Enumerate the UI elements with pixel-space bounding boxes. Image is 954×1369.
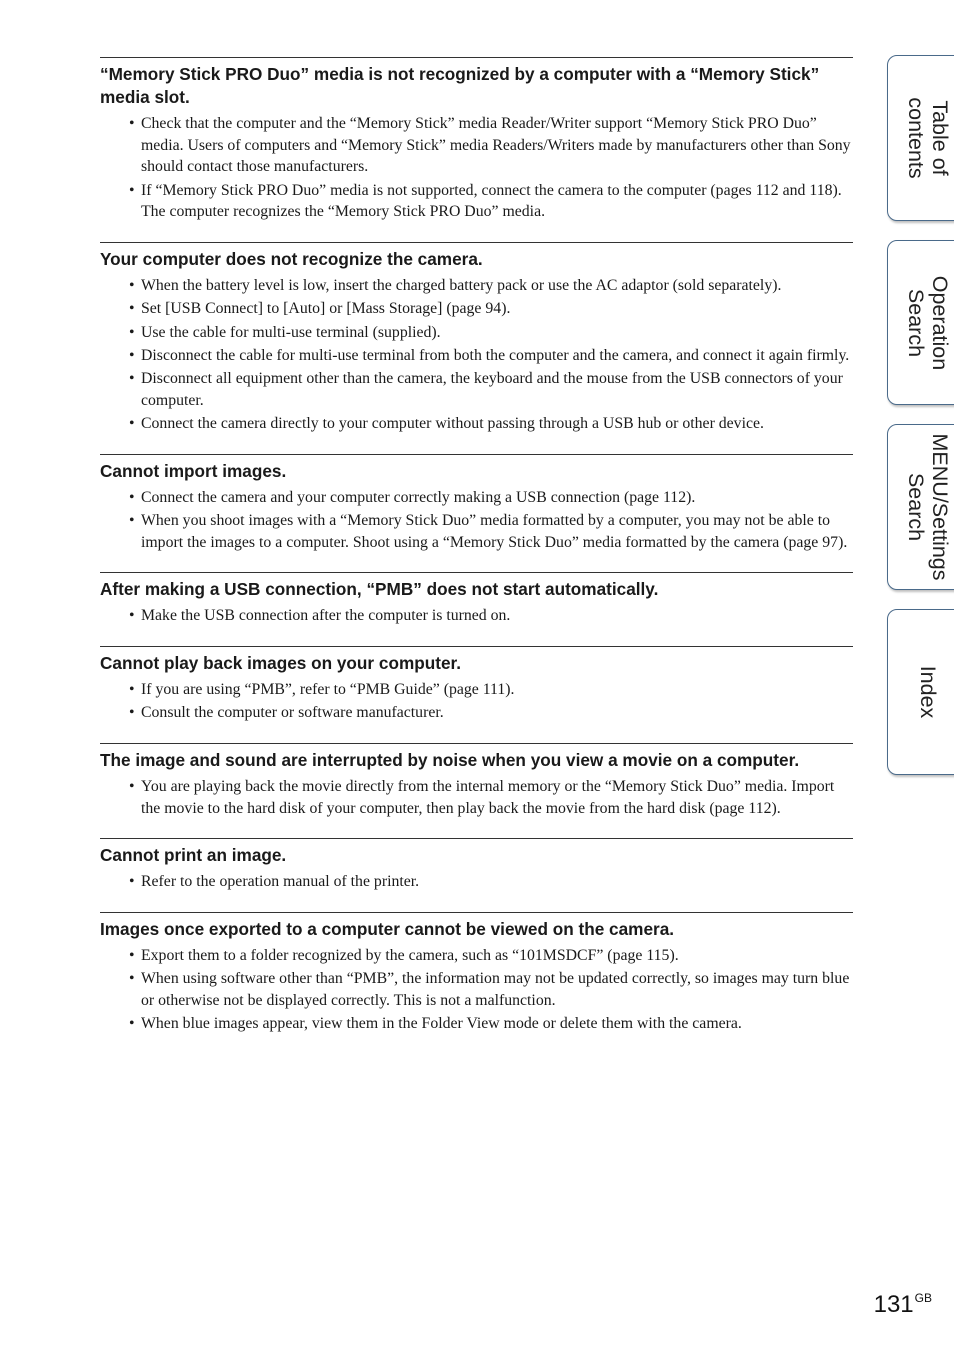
tab-operation-search[interactable] [887, 240, 954, 405]
tab-label-line: Search [904, 472, 928, 542]
faq-section [100, 454, 853, 554]
bullet-list [100, 776, 853, 819]
faq-section [100, 57, 853, 223]
bullet-item: • When using software other than “PMB”, the information may not be updated correctly, so images may turn blue or otherwise not be displayed correctly. This is not a malfunction. [100, 968, 853, 1011]
faq-section [100, 242, 853, 435]
bullet-list [100, 871, 853, 893]
tab-label-line: Operation [928, 275, 952, 370]
bullet-item: • If “Memory Stick PRO Duo” media is not supported, connect the camera to the computer (pages 112 and 118). The computer recognizes the “Memory Stick PRO Duo” media. [100, 180, 853, 223]
tab-label-line: contents [904, 97, 928, 179]
tab-label-line: Search [904, 288, 928, 357]
section-heading: Cannot print an image. [100, 845, 287, 866]
bullet-item: • Connect the camera and your computer correctly making a USB connection (page 112). [100, 487, 853, 509]
tab-index[interactable] [887, 609, 954, 775]
bullet-item: • Use the cable for multi-use terminal (supplied). [100, 322, 853, 344]
tab-index-label [916, 666, 940, 719]
bullet-item: • When the battery level is low, insert the charged battery pack or use the AC adaptor (sold separately). [100, 275, 853, 297]
tab-table-of-contents[interactable] [887, 55, 954, 221]
bullet-list [100, 679, 853, 724]
tab-menu-settings-search-label [904, 434, 952, 581]
bullet-item: • Disconnect the cable for multi-use terminal from both the computer and the camera, and connect it again firmly. [100, 345, 853, 367]
bullet-list [100, 275, 853, 435]
tab-label-line: Table of [928, 100, 952, 176]
tab-menu-settings-search[interactable] [887, 424, 954, 590]
section-heading: Cannot import images. [100, 460, 287, 481]
tab-operation-search-label [904, 275, 952, 369]
tab-label-line: MENU/Settings [928, 433, 952, 581]
tab-label-line: Index [916, 665, 940, 719]
bullet-list [100, 487, 853, 554]
troubleshooting-sections [100, 57, 853, 1035]
bullet-item: • Export them to a folder recognized by the camera, such as “101MSDCF” (page 115). [100, 945, 853, 967]
faq-section [100, 912, 853, 1035]
bullet-item: • Connect the camera directly to your computer without passing through a USB hub or other device. [100, 413, 853, 435]
bullet-item: • Refer to the operation manual of the printer. [100, 871, 853, 893]
faq-section [100, 838, 853, 893]
bullet-list [100, 605, 853, 627]
faq-section [100, 646, 853, 724]
faq-section [100, 572, 853, 627]
page-number-value: 131 [873, 1291, 914, 1318]
bullet-item: • If you are using “PMB”, refer to “PMB Guide” (page 111). [100, 679, 853, 701]
faq-section [100, 743, 853, 819]
bullet-item: • Consult the computer or software manufacturer. [100, 702, 853, 724]
section-heading: Images once exported to a computer cannot be viewed on the camera. [100, 918, 675, 939]
section-heading: Cannot play back images on your computer. [100, 653, 462, 674]
page-number-suffix: GB [914, 1291, 932, 1305]
section-heading: After making a USB connection, “PMB” does not start automatically. [100, 579, 659, 600]
tab-table-of-contents-label [904, 97, 952, 178]
section-heading: Your computer does not recognize the camera. [100, 248, 483, 269]
page-content [100, 57, 853, 1037]
bullet-item: • When blue images appear, view them in the Folder View mode or delete them with the camera. [100, 1013, 853, 1035]
section-heading: “Memory Stick PRO Duo” media is not recognized by a computer with a “Memory Stick” media slot. [100, 64, 820, 107]
page-number [874, 1291, 932, 1319]
bullet-item: • Set [USB Connect] to [Auto] or [Mass Storage] (page 94). [100, 298, 853, 320]
bullet-item: • Check that the computer and the “Memory Stick” media Reader/Writer support “Memory Stick PRO Duo” media. Users of computers and “Memory Stick” media Readers/Writers made by manufacturers other than Sony should contact those manufacturers. [100, 113, 853, 178]
section-heading: The image and sound are interrupted by noise when you view a movie on a computer. [100, 750, 800, 771]
bullet-item: • Disconnect all equipment other than the camera, the keyboard and the mouse from the USB connectors of your computer. [100, 368, 853, 411]
bullet-list [100, 945, 853, 1035]
bullet-item: • You are playing back the movie directly from the internal memory or the “Memory Stick Duo” media. Import the movie to the hard disk of your computer, then play back the movie from the hard disk (page 112). [100, 776, 853, 819]
bullet-list [100, 113, 853, 223]
bullet-item: • Make the USB connection after the computer is turned on. [100, 605, 853, 627]
bullet-item: • When you shoot images with a “Memory Stick Duo” media formatted by a computer, you may not be able to import the images to a computer. Shoot using a “Memory Stick Duo” media formatted by the camera (page 97). [100, 510, 853, 553]
